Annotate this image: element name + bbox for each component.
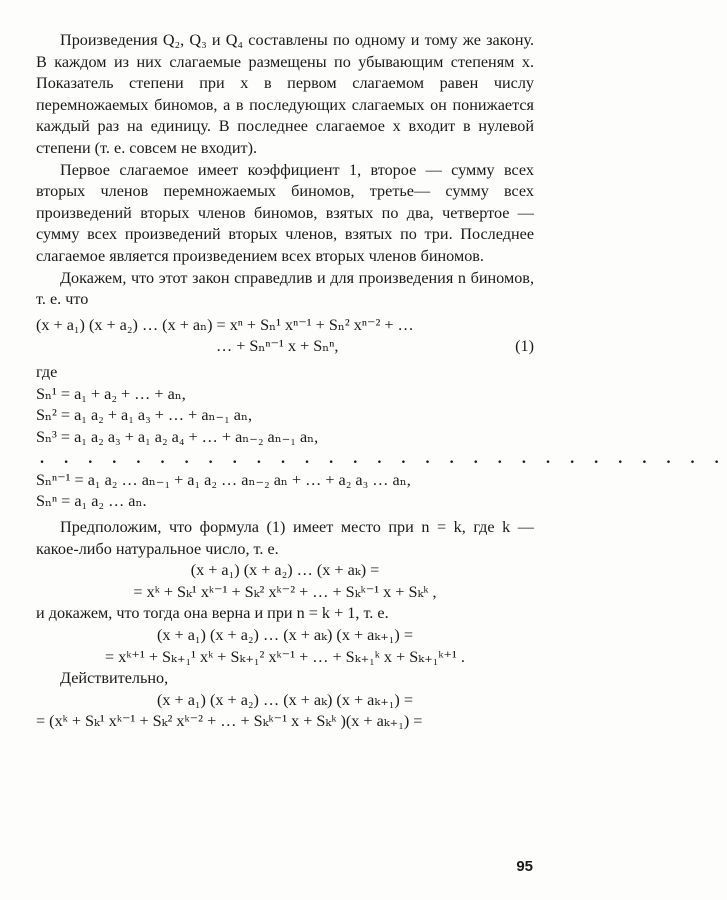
paragraph-5: и докажем, что тогда она верна и при n = k + 1, т. е. — [36, 604, 389, 623]
equation-1-line-a: (x + a₁) (x + a₂) … (x + aₙ) = xⁿ + Sₙ¹ xⁿ⁻¹ + Sₙ² xⁿ⁻² + … — [36, 315, 414, 334]
equation-2-line-a: (x + a₁) (x + a₂) … (x + aₖ) = — [190, 561, 380, 580]
where-label: где — [36, 362, 58, 381]
equation-3-line-a: (x + a₁) (x + a₂) … (x + aₖ) (x + aₖ₊₁) = — [157, 626, 413, 645]
paragraph-1: Произведения Q₂, Q₃ и Q₄ составлены по одному и тому же закону. В каждом из них слагаемые размещены по убывающим степеням x. Показатель степени при x в первом слагаемом равен числу перемножаемых биномов, а в последующих слагаемых он понижается каждый раз на единицу. В последнее слагаемое x входит в нулевой степени (т. е. совсем не входит). — [36, 31, 534, 157]
paragraph-3: Докажем, что этот закон справедлив и для произведения n биномов, т. е. что — [36, 268, 534, 309]
equation-1-rhs: … + Sₙⁿ⁻¹ x + Sₙⁿ, — [216, 337, 339, 356]
definition-s2: Sₙ² = a₁ a₂ + a₁ a₃ + … + aₙ₋₁ aₙ, — [36, 406, 253, 425]
ellipsis-row: . . . . . . . . . . . . . . . . . . . . . . . . . . . . . — [40, 449, 727, 468]
page-body — [36, 30, 727, 733]
paragraph-2: Первое слагаемое имеет коэффициент 1, второе — сумму всех вторых членов перемножаемых биномов, третье— сумму всех произведений вторых членов биномов, взятых по два, четвертое — сумму всех произведений вторых членов, взятых по три. Последнее слагаемое является произведением всех вторых членов биномов. — [36, 160, 534, 265]
equation-3-line-b: = xᵏ⁺¹ + Sₖ₊₁¹ xᵏ + Sₖ₊₁² xᵏ⁻¹ + … + Sₖ₊₁ᵏ x + Sₖ₊₁ᵏ⁺¹ . — [105, 647, 465, 666]
paragraph-6: Действительно, — [60, 669, 169, 688]
equation-1-line-b — [36, 336, 534, 358]
equation-number: (1) — [515, 337, 534, 356]
definition-sn: Sₙⁿ = a₁ a₂ … aₙ. — [36, 492, 147, 511]
definition-s3: Sₙ³ = a₁ a₂ a₃ + a₁ a₂ a₄ + … + aₙ₋₂ aₙ₋₁ aₙ, — [36, 427, 319, 446]
equation-4-line-a: (x + a₁) (x + a₂) … (x + aₖ) (x + aₖ₊₁) = — [157, 690, 413, 709]
equation-2-line-b: = xᵏ + Sₖ¹ xᵏ⁻¹ + Sₖ² xᵏ⁻² + … + Sₖᵏ⁻¹ x + Sₖᵏ , — [133, 582, 437, 601]
equation-4-line-b: = (xᵏ + Sₖ¹ xᵏ⁻¹ + Sₖ² xᵏ⁻² + … + Sₖᵏ⁻¹ x + Sₖᵏ )(x + aₖ₊₁) = — [36, 712, 423, 731]
paragraph-4: Предположим, что формула (1) имеет место при n = k, где k — какое-либо натуральное число, т. е. — [36, 518, 534, 558]
definition-s1: Sₙ¹ = a₁ + a₂ + … + aₙ, — [36, 384, 186, 403]
page-number: 95 — [516, 858, 533, 876]
definition-sn-minus-1: Sₙⁿ⁻¹ = a₁ a₂ … aₙ₋₁ + a₁ a₂ … aₙ₋₂ aₙ + … + a₂ a₃ … aₙ, — [36, 470, 411, 489]
